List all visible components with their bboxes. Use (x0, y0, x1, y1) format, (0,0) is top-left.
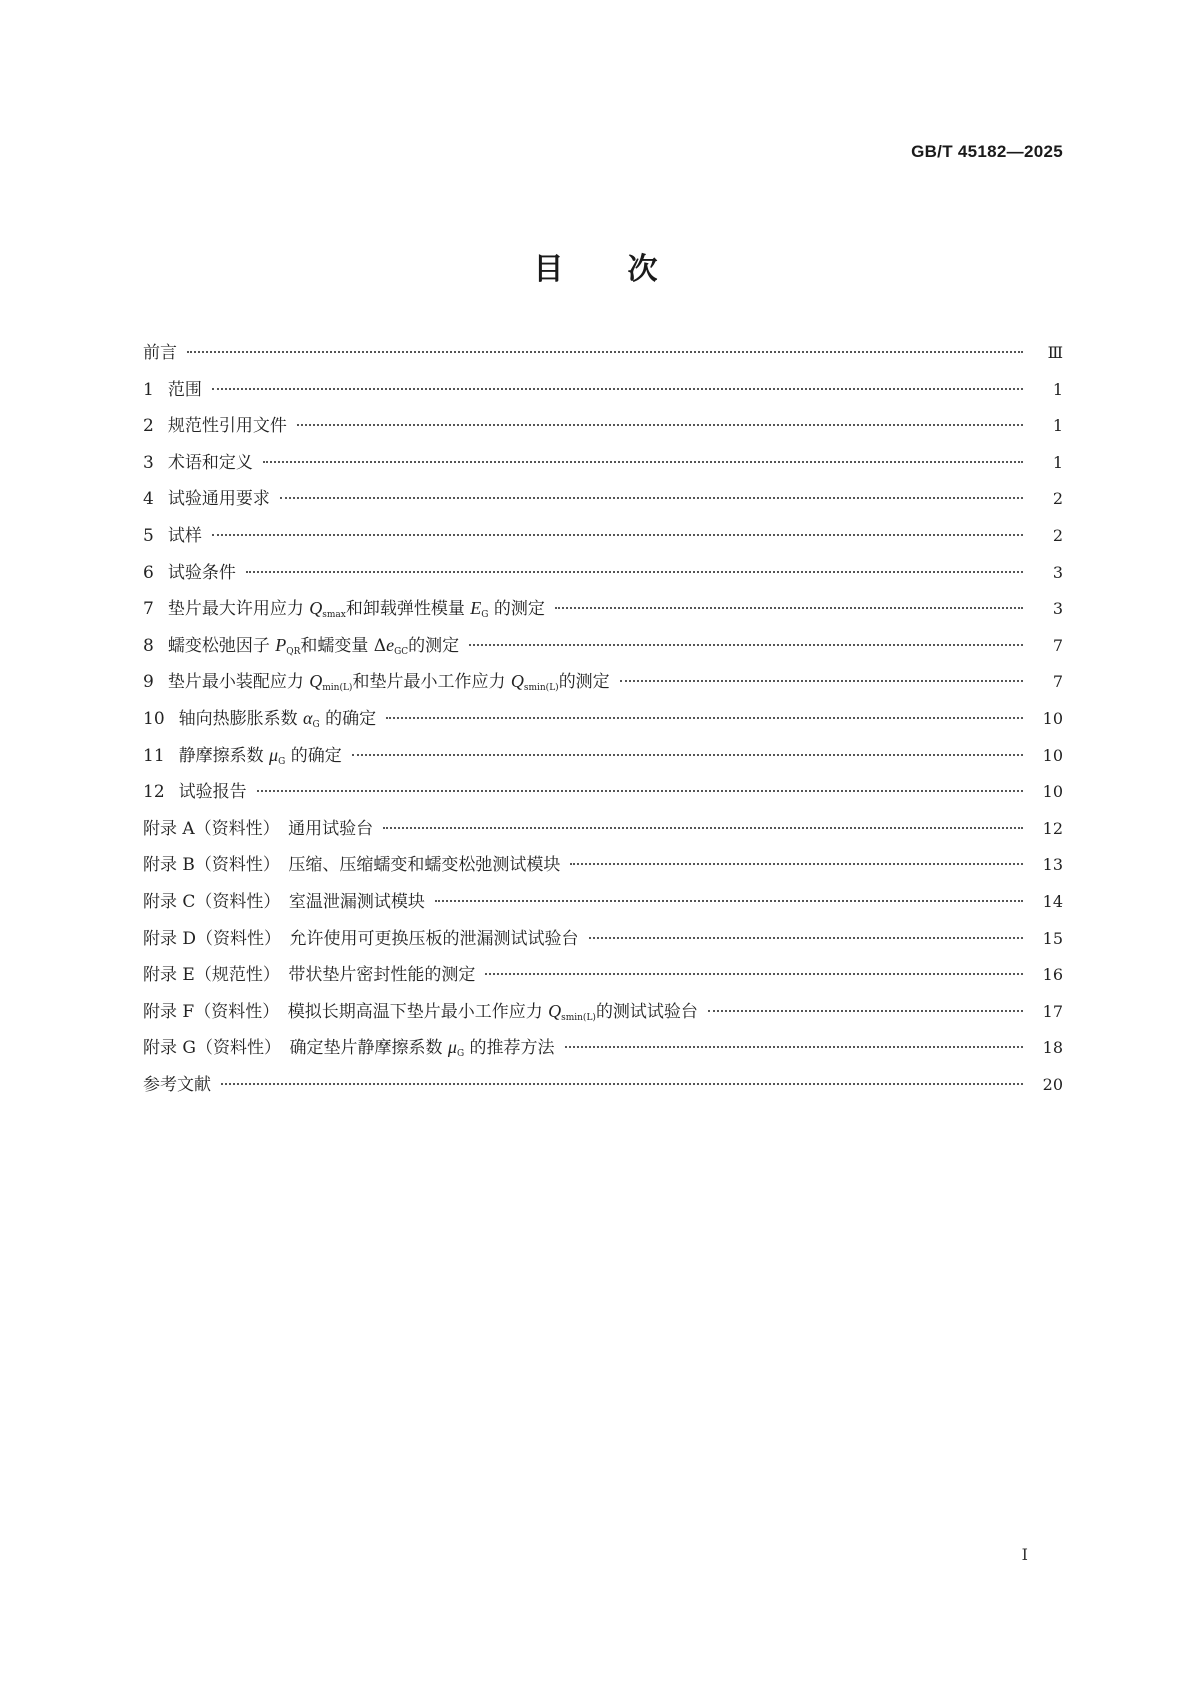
toc-entry-page: 7 (1052, 672, 1063, 692)
toc-entry[interactable] (143, 777, 1063, 814)
math-symbol: μ (269, 744, 279, 765)
toc-entry[interactable] (143, 741, 1063, 778)
title-text: 和蠕变量 Δ (300, 635, 387, 656)
toc-entry-number: 12 (143, 782, 165, 803)
toc-entry-title: 附录 B（资料性） 压缩、压缩蠕变和蠕变松弛测试模块 (143, 855, 561, 876)
toc-entry-page: 1 (1052, 452, 1063, 472)
toc-entry-title: 附录 D（资料性） 允许使用可更换压板的泄漏测试试验台 (143, 928, 579, 949)
dot-leader (352, 754, 1023, 756)
title-text: 的测定 (408, 635, 460, 656)
math-subscript: QR (286, 646, 301, 657)
toc-entry[interactable] (143, 521, 1063, 558)
title-text: 的测定 (558, 672, 610, 693)
toc-entry-title: 附录 C（资料性） 室温泄漏测试模块 (143, 891, 425, 912)
toc-entry-title: 范围 (167, 379, 202, 400)
title-text: 附录 G（资料性） 确定垫片静摩擦系数 (143, 1038, 448, 1059)
toc-entry-page: 1 (1052, 379, 1063, 399)
title-text: 蠕变松弛因子 (167, 635, 276, 656)
toc-entry-number: 7 (143, 599, 154, 620)
dot-leader (485, 973, 1023, 975)
toc-entry-title: 试验条件 (167, 562, 236, 583)
toc-entry-page: 10 (1042, 708, 1063, 728)
toc-entry-page: 7 (1052, 635, 1063, 655)
math-symbol: P (275, 634, 287, 655)
toc-entry-title: 试验通用要求 (167, 489, 270, 510)
dot-leader (589, 937, 1023, 939)
dot-leader (263, 461, 1023, 463)
toc-entry-page: 18 (1042, 1038, 1063, 1058)
title-text: 的确定 (285, 745, 342, 766)
toc-entry-number: 10 (143, 708, 165, 729)
toc-entry-number: 1 (143, 379, 154, 400)
toc-entry[interactable] (143, 887, 1063, 924)
toc-entry-title: 规范性引用文件 (167, 416, 287, 437)
dot-leader (435, 900, 1023, 902)
dot-leader (257, 790, 1023, 792)
toc-entry-number: 6 (143, 562, 154, 583)
math-subscript: min(L) (322, 683, 353, 694)
math-symbol: μ (447, 1037, 457, 1058)
title-text: 的确定 (319, 708, 377, 729)
toc-entry-number: 8 (143, 635, 154, 656)
toc-entry[interactable] (143, 960, 1063, 997)
toc-entry-title (168, 631, 459, 657)
dot-leader (383, 827, 1023, 829)
table-of-contents (143, 338, 1063, 1106)
math-symbol: Q (309, 671, 323, 692)
toc-entry-page: 15 (1042, 928, 1063, 948)
toc-entry-number: 11 (143, 745, 165, 766)
math-symbol: Q (510, 671, 524, 692)
toc-entry-title (179, 741, 342, 767)
dot-leader (708, 1010, 1023, 1012)
dot-leader (620, 680, 1023, 682)
toc-entry-title (168, 594, 545, 620)
toc-entry[interactable] (143, 484, 1063, 521)
title-text: 附录 F（资料性） 模拟长期高温下垫片最小工作应力 (143, 1001, 549, 1022)
toc-entry[interactable] (143, 631, 1063, 668)
toc-entry[interactable] (143, 1070, 1063, 1107)
title-text: 的推荐方法 (464, 1038, 555, 1059)
toc-entry-page: 17 (1042, 1001, 1063, 1021)
toc-entry-title: 附录 E（规范性） 带状垫片密封性能的测定 (143, 965, 476, 986)
title-text: 和卸载弹性模量 (345, 599, 471, 620)
toc-entry[interactable] (143, 1033, 1063, 1070)
standard-code: GB/T 45182—2025 (911, 142, 1063, 161)
toc-entry[interactable] (143, 924, 1063, 961)
math-subscript: G (312, 719, 320, 730)
toc-entry-title: 前言 (143, 343, 177, 363)
toc-entry[interactable] (143, 997, 1063, 1034)
dot-leader (280, 497, 1023, 499)
dot-leader (246, 571, 1023, 573)
dot-leader (565, 1046, 1023, 1048)
toc-entry-title: 附录 A（资料性） 通用试验台 (143, 818, 374, 839)
toc-entry-number: 5 (143, 525, 154, 546)
toc-entry-page: Ⅲ (1047, 343, 1063, 362)
toc-entry-page: 14 (1042, 891, 1063, 911)
toc-entry[interactable] (143, 594, 1063, 631)
toc-entry-title (143, 997, 698, 1023)
math-symbol: e (386, 634, 395, 655)
toc-entry-page: 10 (1042, 782, 1063, 802)
toc-entry[interactable] (143, 667, 1063, 704)
dot-leader (297, 424, 1023, 426)
toc-entry-number: 9 (143, 672, 154, 693)
toc-entry-number: 4 (143, 489, 154, 510)
toc-entry-page: 10 (1042, 745, 1063, 765)
toc-entry-title: 术语和定义 (167, 452, 253, 473)
footer-page-number: Ⅰ (1021, 1545, 1028, 1564)
title-text: 垫片最小装配应力 (167, 672, 310, 693)
toc-entry-number: 3 (143, 452, 154, 473)
dot-leader (221, 1083, 1023, 1085)
toc-entry-page: 12 (1042, 818, 1063, 838)
toc-entry[interactable] (143, 448, 1063, 485)
dot-leader (187, 351, 1023, 353)
title-text: 垫片最大许用应力 (167, 599, 310, 620)
toc-entry[interactable] (143, 375, 1063, 412)
toc-entry-title: 试样 (167, 525, 202, 546)
math-subscript: smax (322, 610, 346, 621)
math-subscript: G (481, 610, 489, 621)
math-subscript: GC (394, 646, 409, 657)
math-symbol: Q (548, 1000, 562, 1021)
toc-entry-page: 3 (1052, 562, 1063, 582)
toc-entry-title (143, 1033, 555, 1059)
math-subscript: smin(L) (523, 683, 559, 694)
toc-entry-page: 2 (1052, 489, 1063, 509)
math-subscript: G (278, 756, 286, 767)
toc-entry-page: 1 (1052, 416, 1063, 436)
dot-leader (386, 717, 1023, 719)
toc-entry-title (168, 667, 610, 693)
toc-entry[interactable] (143, 850, 1063, 887)
toc-entry[interactable] (143, 338, 1063, 375)
title-text: 轴向热膨胀系数 (178, 708, 304, 729)
dot-leader (212, 534, 1023, 536)
toc-entry-title: 试验报告 (178, 782, 247, 803)
toc-entry-number: 2 (143, 416, 154, 437)
toc-entry-page: 20 (1042, 1074, 1063, 1094)
math-symbol: Q (309, 598, 323, 619)
title-text: 的测定 (488, 599, 545, 620)
title-text: 静摩擦系数 (178, 745, 270, 766)
page-title: 目次 (533, 252, 722, 287)
toc-entry-title: 参考文献 (143, 1074, 211, 1095)
math-subscript: smin(L) (561, 1012, 596, 1023)
toc-entry-page: 2 (1052, 525, 1063, 545)
toc-entry[interactable] (143, 704, 1063, 741)
title-text: 和垫片最小工作应力 (352, 672, 511, 693)
dot-leader (469, 644, 1023, 646)
toc-entry[interactable] (143, 814, 1063, 851)
toc-entry-page: 3 (1052, 599, 1063, 619)
math-symbol: α (303, 707, 313, 728)
math-subscript: G (456, 1049, 465, 1060)
dot-leader (555, 607, 1023, 609)
dot-leader (570, 863, 1023, 865)
dot-leader (212, 388, 1023, 390)
toc-entry[interactable] (143, 411, 1063, 448)
title-text: 的测试试验台 (595, 1001, 698, 1022)
toc-entry-page: 16 (1042, 965, 1063, 985)
toc-entry[interactable] (143, 558, 1063, 595)
math-symbol: E (470, 598, 482, 619)
toc-entry-title (179, 704, 376, 730)
toc-entry-page: 13 (1042, 855, 1063, 875)
